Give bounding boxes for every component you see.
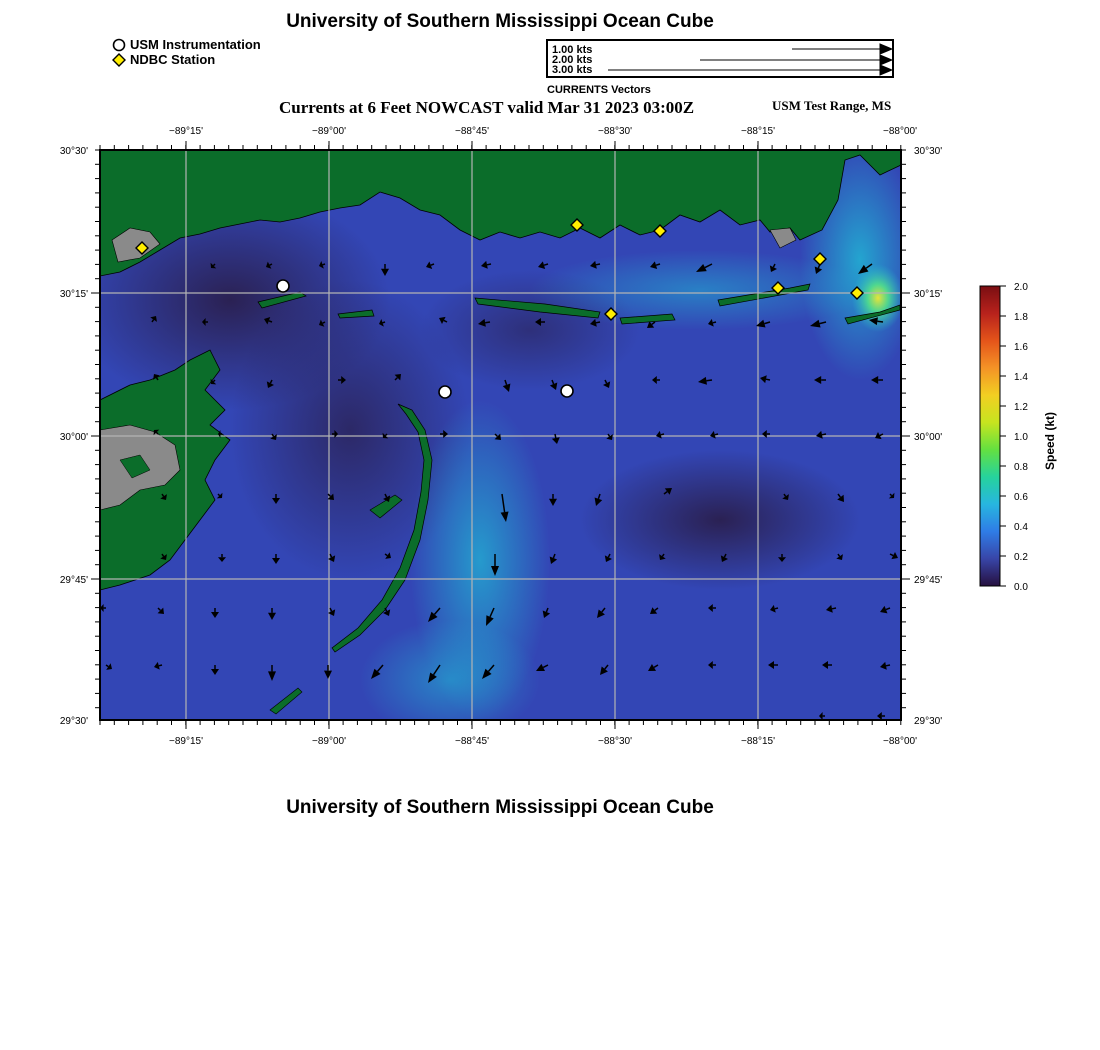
vector-scale-label-3: 3.00 kts [552, 64, 593, 76]
lat-tick-right: 29°30' [914, 716, 943, 727]
usm-station-marker [277, 280, 289, 292]
lat-tick-left: 30°15' [59, 289, 88, 300]
lon-tick-bottom: −89°15' [169, 736, 203, 747]
fast-current-zone [360, 620, 540, 740]
colorbar-tick: 0.2 [1014, 552, 1028, 563]
colorbar-tick: 0.0 [1014, 582, 1028, 593]
colorbar-tick: 1.4 [1014, 372, 1028, 383]
lat-tick-left: 29°45' [59, 575, 88, 586]
slow-water-zone [580, 450, 860, 590]
colorbar-tick: 1.0 [1014, 432, 1028, 443]
colorbar-label: Speed (kt) [1043, 411, 1057, 470]
lon-tick-top: −89°00' [312, 126, 346, 137]
legend-usm-label: USM Instrumentation [130, 37, 261, 52]
lon-tick-top: −89°15' [169, 126, 203, 137]
colorbar-tick: 1.2 [1014, 402, 1028, 413]
vector-scale-caption: CURRENTS Vectors [547, 84, 651, 96]
lon-tick-top: −88°00' [883, 126, 917, 137]
colorbar-tick: 0.8 [1014, 462, 1028, 473]
lon-tick-top: −88°15' [741, 126, 775, 137]
legend-ndbc-label: NDBC Station [130, 52, 216, 67]
lat-tick-right: 29°45' [914, 575, 943, 586]
lat-tick-left: 29°30' [59, 716, 88, 727]
lon-tick-top: −88°30' [598, 126, 632, 137]
lat-tick-right: 30°15' [914, 289, 943, 300]
lon-tick-bottom: −88°15' [741, 736, 775, 747]
colorbar-tick: 1.6 [1014, 342, 1028, 353]
colorbar-tick: 0.6 [1014, 492, 1028, 503]
vector-scale-label-1: 1.00 kts [552, 44, 593, 56]
lat-tick-right: 30°00' [914, 432, 943, 443]
lon-tick-bottom: −88°30' [598, 736, 632, 747]
usm-station-marker [439, 386, 451, 398]
map-subtitle: Currents at 6 Feet NOWCAST valid Mar 31 2023 03:00Z [279, 98, 695, 117]
lat-tick-left: 30°00' [59, 432, 88, 443]
footer-title: University of Southern Mississippi Ocean Cube [286, 797, 714, 818]
lon-tick-bottom: −89°00' [312, 736, 346, 747]
speed-colorbar [980, 282, 1028, 593]
colorbar-tick: 1.8 [1014, 312, 1028, 323]
lon-tick-bottom: −88°45' [455, 736, 489, 747]
lat-tick-left: 30°30' [59, 146, 88, 157]
colorbar-tick: 0.4 [1014, 522, 1028, 533]
lat-tick-right: 30°30' [914, 146, 943, 157]
map-title: University of Southern Mississippi Ocean Cube [286, 11, 714, 32]
map-body [70, 140, 920, 740]
range-label: USM Test Range, MS [772, 98, 892, 113]
vector-scale-label-2: 2.00 kts [552, 54, 593, 66]
lon-tick-bottom: −88°00' [883, 736, 917, 747]
colorbar-scale [980, 286, 1000, 586]
lon-tick-top: −88°45' [455, 126, 489, 137]
colorbar-tick: 2.0 [1014, 282, 1028, 293]
usm-station-marker [561, 385, 573, 397]
